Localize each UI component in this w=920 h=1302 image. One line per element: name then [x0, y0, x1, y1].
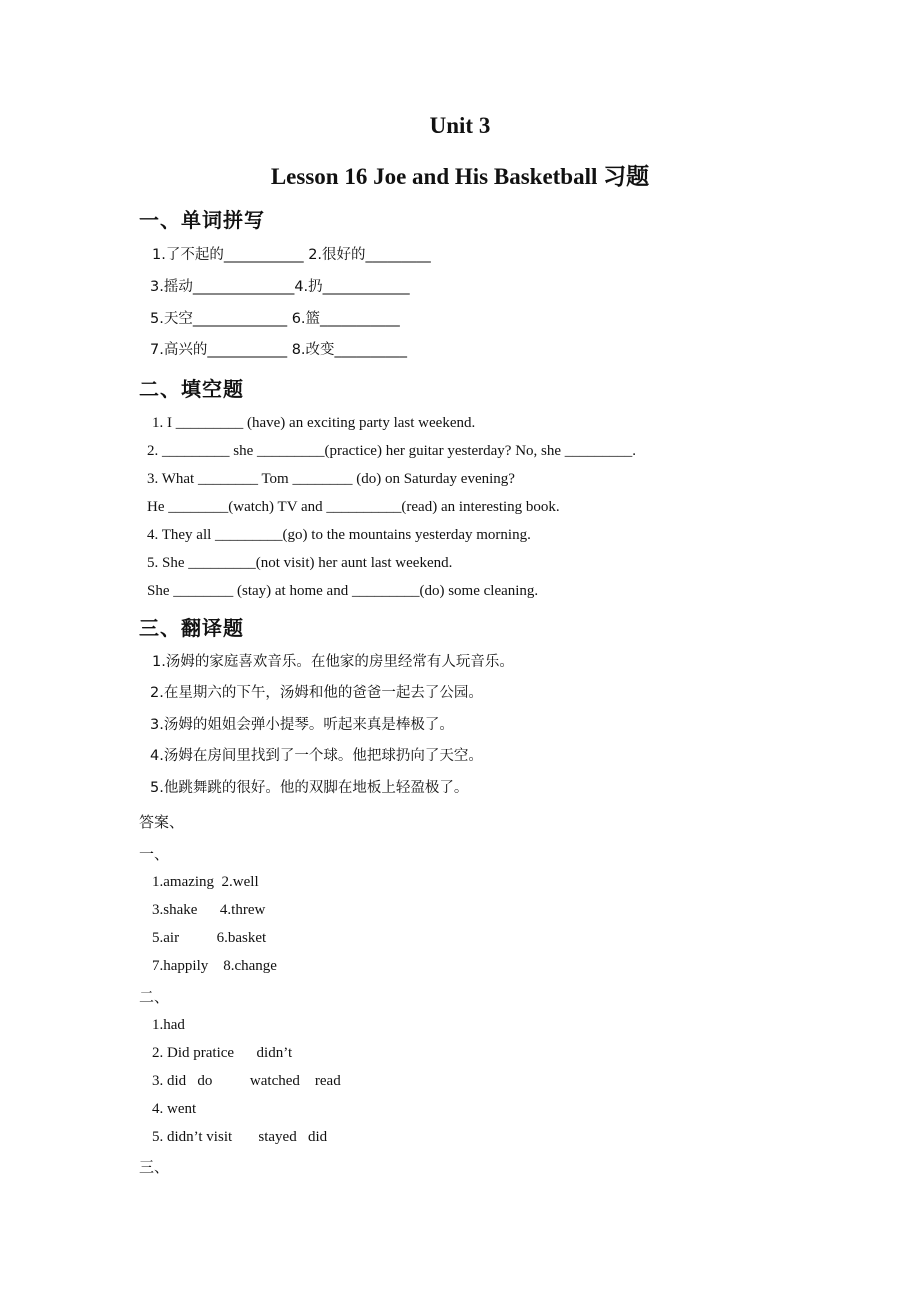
fill-blank-line-5b: She ________ (stay) at home and _________(do) some cleaning.	[147, 583, 539, 599]
answer-1-line-3: 5.air 6.basket	[152, 930, 267, 946]
spelling-line-4: 7.高兴的___________ 8.改变__________	[150, 342, 408, 358]
document-subtitle: Lesson 16 Joe and His Basketball 习题	[270, 164, 650, 189]
section-heading-translation: 三、翻译题	[139, 616, 244, 640]
answer-2-line-1: 1.had	[152, 1017, 185, 1033]
spelling-line-3: 5.天空_____________ 6.篮___________	[150, 311, 400, 327]
answer-2-line-3: 3. did do watched read	[152, 1073, 341, 1089]
section-heading-spelling: 一、单词拼写	[139, 208, 265, 232]
translation-line-3: 3.汤姆的姐姐会弹小提琴。听起来真是棒极了。	[150, 717, 454, 733]
answers-label: 答案、	[139, 813, 185, 831]
answer-2-line-4: 4. went	[152, 1101, 197, 1117]
translation-line-1: 1.汤姆的家庭喜欢音乐。在他家的房里经常有人玩音乐。	[152, 654, 514, 670]
answer-1-line-1: 1.amazing 2.well	[152, 874, 259, 890]
document-title: Unit 3	[429, 113, 491, 138]
answers-section-1-heading: 一、	[139, 845, 170, 863]
answer-1-line-4: 7.happily 8.change	[152, 958, 277, 974]
translation-line-5: 5.他跳舞跳的很好。他的双脚在地板上轻盈极了。	[150, 780, 469, 796]
spelling-line-1: 1.了不起的___________ 2.很好的_________	[152, 247, 431, 263]
answer-2-line-2: 2. Did pratice didn’t	[152, 1045, 293, 1061]
translation-line-4: 4.汤姆在房间里找到了一个球。他把球扔向了天空。	[150, 748, 483, 764]
answers-section-3-heading: 三、	[139, 1158, 170, 1176]
fill-blank-line-4: 4. They all _________(go) to the mountains yesterday morning.	[147, 527, 531, 543]
answers-section-2-heading: 二、	[139, 988, 170, 1006]
section-heading-fill-blank: 二、填空题	[139, 377, 244, 401]
fill-blank-line-3b: He ________(watch) TV and __________(read) an interesting book.	[147, 499, 560, 515]
translation-line-2: 2.在星期六的下午，汤姆和他的爸爸一起去了公园。	[150, 685, 483, 701]
fill-blank-line-2: 2. _________ she _________(practice) her guitar yesterday? No, she _________.	[147, 443, 637, 459]
fill-blank-line-5: 5. She _________(not visit) her aunt last weekend.	[147, 555, 453, 571]
answer-1-line-2: 3.shake 4.threw	[152, 902, 266, 918]
spelling-line-2: 3.摇动______________4.扔____________	[150, 279, 410, 295]
answer-2-line-5: 5. didn’t visit stayed did	[152, 1129, 328, 1145]
fill-blank-line-1: 1. I _________ (have) an exciting party last weekend.	[152, 415, 476, 431]
fill-blank-line-3: 3. What ________ Tom ________ (do) on Saturday evening?	[147, 471, 515, 487]
